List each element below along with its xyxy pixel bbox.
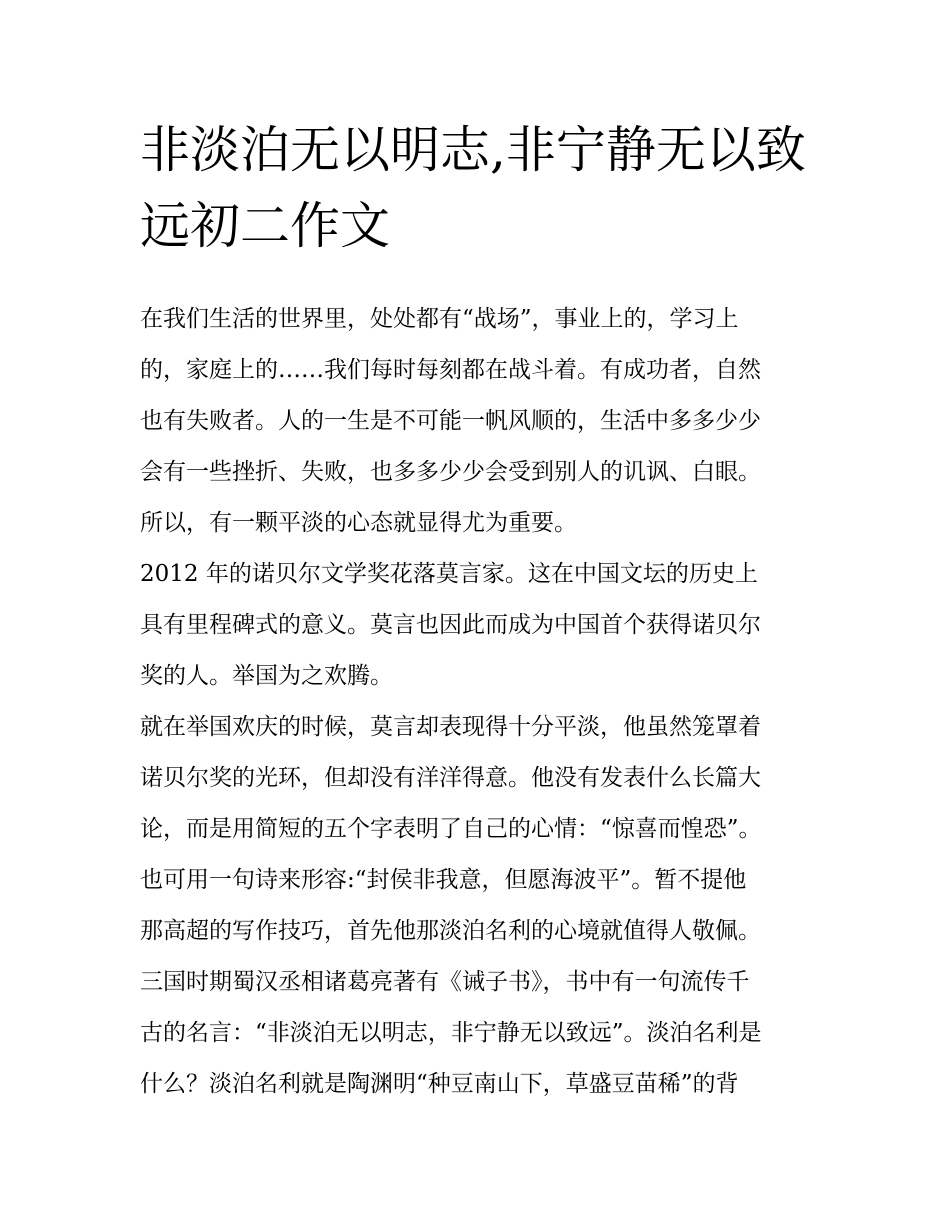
paragraph-line: 的，家庭上的……我们每时每刻都在战斗着。有成功者，自然 xyxy=(140,357,761,383)
paragraph-1 xyxy=(140,294,820,549)
paragraph-4 xyxy=(140,957,820,1110)
paragraph-line: 那高超的写作技巧，首先他那淡泊名利的心境就值得人敬佩。 xyxy=(140,918,761,944)
title-line-1: 非淡泊无以明志,非宁静无以致 xyxy=(140,121,806,179)
paragraph-line: 所以，有一颗平淡的心态就显得尤为重要。 xyxy=(140,510,577,536)
paragraph-line: 论，而是用简短的五个字表明了自己的心情：“惊喜而惶恐”。 xyxy=(140,816,762,842)
document-title xyxy=(140,112,820,264)
paragraph-line: 就在举国欢庆的时候，莫言却表现得十分平淡，他虽然笼罩着 xyxy=(140,714,761,740)
paragraph-line: 会有一些挫折、失败，也多多少少会受到别人的讥讽、白眼。 xyxy=(140,459,761,485)
title-line-2: 远初二作文 xyxy=(140,197,390,255)
document-page xyxy=(140,112,820,1110)
paragraph-line: 奖的人。举国为之欢腾。 xyxy=(140,663,393,689)
paragraph-line: 2012 年的诺贝尔文学奖花落莫言家。这在中国文坛的历史上 xyxy=(140,561,758,587)
paragraph-line: 三国时期蜀汉丞相诸葛亮著有《诫子书》，书中有一句流传千 xyxy=(140,969,750,995)
paragraph-3 xyxy=(140,702,820,957)
paragraph-line: 也有失败者。人的一生是不可能一帆风顺的，生活中多多少少 xyxy=(140,408,761,434)
document-body xyxy=(140,294,820,1110)
paragraph-line: 诺贝尔奖的光环，但却没有洋洋得意。他没有发表什么长篇大 xyxy=(140,765,761,791)
paragraph-line: 什么？淡泊名利就是陶渊明“种豆南山下，草盛豆苗稀”的背 xyxy=(140,1071,739,1097)
paragraph-line: 古的名言：“非淡泊无以明志，非宁静无以致远”。淡泊名利是 xyxy=(140,1020,762,1046)
paragraph-2 xyxy=(140,549,820,702)
paragraph-line: 也可用一句诗来形容:“封侯非我意，但愿海波平”。暂不提他 xyxy=(140,867,747,893)
paragraph-line: 具有里程碑式的意义。莫言也因此而成为中国首个获得诺贝尔 xyxy=(140,612,761,638)
paragraph-line: 在我们生活的世界里，处处都有“战场”，事业上的，学习上 xyxy=(140,306,739,332)
